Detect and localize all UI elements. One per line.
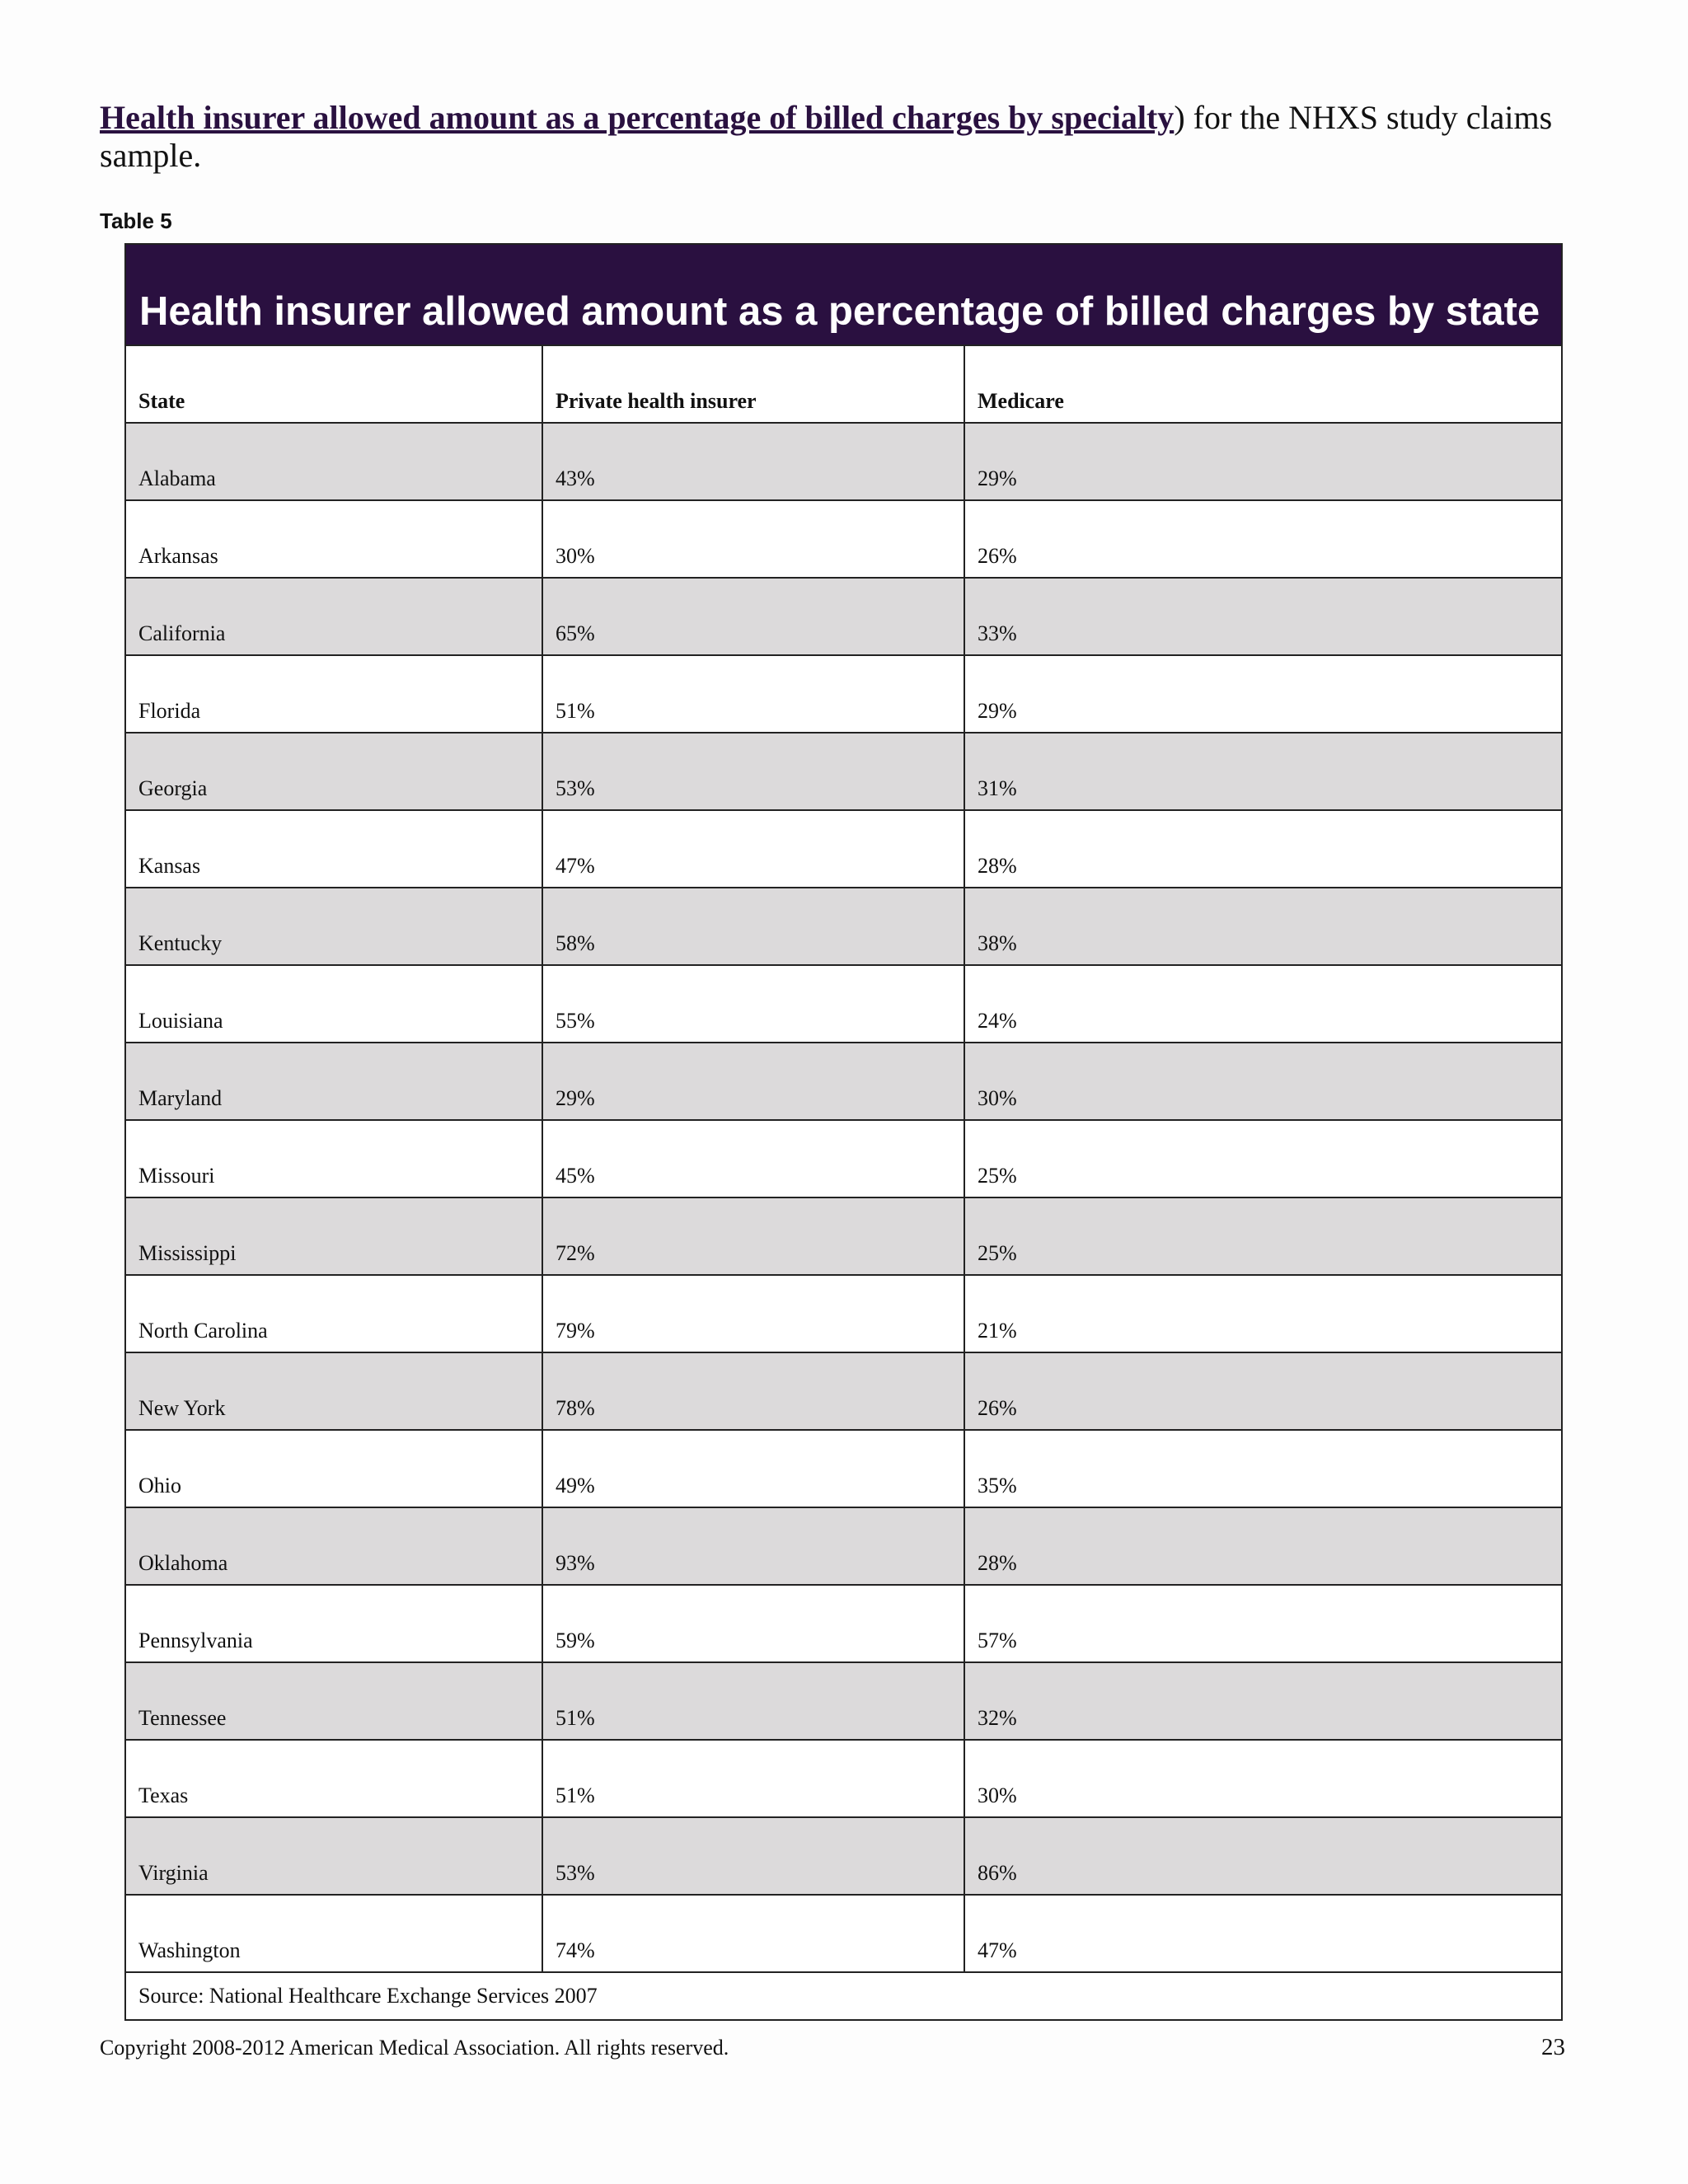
table-row	[126, 811, 1561, 888]
cell-private-insurer: 78%	[543, 1353, 965, 1429]
table-row	[126, 1276, 1561, 1353]
table-row	[126, 1121, 1561, 1198]
cell-private-insurer: 51%	[543, 1741, 965, 1816]
cell-private-insurer: 53%	[543, 1818, 965, 1894]
cell-private-insurer: 72%	[543, 1198, 965, 1274]
page-number: 23	[1541, 2034, 1565, 2060]
cell-state: Georgia	[126, 733, 543, 809]
table-label: Table 5	[100, 209, 172, 233]
table-row	[126, 1818, 1561, 1896]
cell-medicare: 86%	[978, 1861, 1017, 1885]
table-row	[126, 966, 1561, 1043]
cell-medicare: 26%	[978, 544, 1017, 568]
cell-private-insurer: 51%	[543, 656, 965, 732]
cell-medicare: 35%	[978, 1474, 1017, 1497]
cell-medicare: 30%	[978, 1086, 1017, 1110]
table-row	[126, 1198, 1561, 1276]
cell-state: California	[126, 579, 543, 654]
cell-medicare: 28%	[978, 854, 1017, 878]
table-row	[126, 1663, 1561, 1741]
table-title: Health insurer allowed amount as a percentage of billed charges by state	[139, 289, 1540, 334]
cell-state: Ohio	[126, 1431, 543, 1507]
cell-state: Mississippi	[126, 1198, 543, 1274]
cell-private-insurer: 30%	[543, 501, 965, 577]
cell-private-insurer: 47%	[543, 811, 965, 887]
cell-private-insurer: 79%	[543, 1276, 965, 1352]
intro-rest-text: ) for the NHXS study claims sample.	[100, 99, 1553, 174]
cell-medicare: 47%	[978, 1938, 1017, 1962]
cell-state: Alabama	[126, 424, 543, 499]
cell-medicare: 25%	[978, 1241, 1017, 1265]
cell-state: Maryland	[126, 1043, 543, 1119]
cell-private-insurer: 65%	[543, 579, 965, 654]
cell-state: Oklahoma	[126, 1508, 543, 1584]
cell-state: Kentucky	[126, 888, 543, 964]
intro-paragraph	[100, 99, 1575, 175]
cell-medicare: 24%	[978, 1009, 1017, 1033]
cell-state: Louisiana	[126, 966, 543, 1042]
table-row	[126, 1896, 1561, 1973]
cell-state: Tennessee	[126, 1663, 543, 1739]
cell-state: North Carolina	[126, 1276, 543, 1352]
table-header-row	[126, 346, 1561, 424]
cell-medicare: 28%	[978, 1551, 1017, 1575]
cell-private-insurer: 53%	[543, 733, 965, 809]
table-row	[126, 888, 1561, 966]
cell-state: Pennsylvania	[126, 1586, 543, 1661]
table-row	[126, 733, 1561, 811]
copyright-text: Copyright 2008-2012 American Medical Association. All rights reserved.	[100, 2036, 729, 2060]
state-percentage-table	[124, 243, 1563, 2021]
table-row	[126, 656, 1561, 733]
cell-medicare: 29%	[978, 466, 1017, 490]
cell-private-insurer: 29%	[543, 1043, 965, 1119]
cell-private-insurer: 74%	[543, 1896, 965, 1971]
cell-medicare: 25%	[978, 1164, 1017, 1188]
cell-state: Kansas	[126, 811, 543, 887]
table-row	[126, 1741, 1561, 1818]
cell-state: Arkansas	[126, 501, 543, 577]
cell-medicare: 57%	[978, 1629, 1017, 1652]
table-row	[126, 579, 1561, 656]
cell-private-insurer: 43%	[543, 424, 965, 499]
table-source: Source: National Healthcare Exchange Services 2007	[138, 1984, 598, 2008]
header-medicare: Medicare	[978, 389, 1064, 413]
cell-state: Florida	[126, 656, 543, 732]
cell-state: Virginia	[126, 1818, 543, 1894]
cell-medicare: 32%	[978, 1706, 1017, 1730]
table-row	[126, 501, 1561, 579]
table-row	[126, 1353, 1561, 1431]
cell-medicare: 38%	[978, 931, 1017, 955]
cell-state: Missouri	[126, 1121, 543, 1197]
table-body	[126, 424, 1561, 1973]
cell-medicare: 31%	[978, 776, 1017, 800]
cell-private-insurer: 59%	[543, 1586, 965, 1661]
cell-medicare: 26%	[978, 1396, 1017, 1420]
cell-private-insurer: 49%	[543, 1431, 965, 1507]
cell-medicare: 33%	[978, 621, 1017, 645]
header-state: State	[126, 346, 543, 422]
cell-private-insurer: 45%	[543, 1121, 965, 1197]
table-row	[126, 1508, 1561, 1586]
header-private-insurer: Private health insurer	[543, 346, 965, 422]
table-row	[126, 1586, 1561, 1663]
cell-private-insurer: 58%	[543, 888, 965, 964]
cell-medicare: 21%	[978, 1319, 1017, 1343]
cell-medicare: 29%	[978, 699, 1017, 723]
specialty-table-link[interactable]: Health insurer allowed amount as a percentage of billed charges by specialty	[100, 99, 1175, 136]
cell-private-insurer: 51%	[543, 1663, 965, 1739]
cell-private-insurer: 93%	[543, 1508, 965, 1584]
cell-state: Washington	[126, 1896, 543, 1971]
cell-state: Texas	[126, 1741, 543, 1816]
cell-private-insurer: 55%	[543, 966, 965, 1042]
cell-medicare: 30%	[978, 1783, 1017, 1807]
table-row	[126, 1043, 1561, 1121]
cell-state: New York	[126, 1353, 543, 1429]
table-row	[126, 1431, 1561, 1508]
table-title-bar	[126, 245, 1561, 346]
table-row	[126, 424, 1561, 501]
